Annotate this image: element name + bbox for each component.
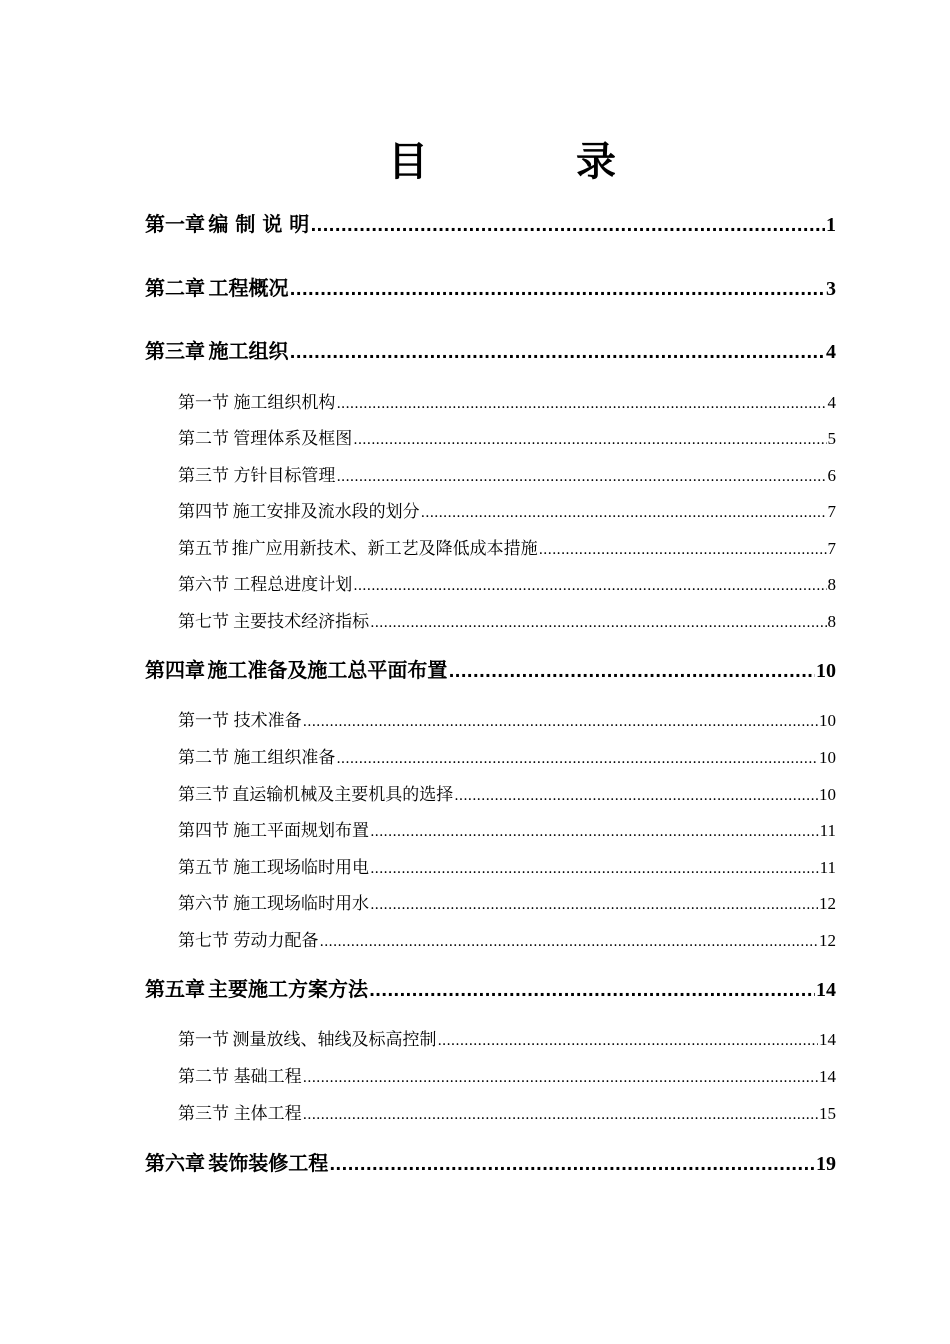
dot-leader: [303, 1107, 818, 1123]
entry-number: 第四章: [145, 658, 205, 682]
dot-leader: [320, 934, 818, 950]
entry-title: 施工组织准备: [233, 748, 336, 768]
entry-number: 第六节: [178, 575, 229, 595]
entry-number: 第三章: [145, 339, 205, 363]
toc-chapter-entry[interactable]: [145, 208, 836, 237]
entry-number: 第二节: [178, 1067, 229, 1087]
toc-section-entry[interactable]: [178, 424, 836, 449]
entry-page-number: 14: [816, 979, 836, 1001]
entry-title: 施工平面规划布置: [233, 821, 370, 841]
entry-page-number: 15: [819, 1104, 836, 1123]
dot-leader: [353, 432, 826, 448]
entry-number: 第六节: [178, 894, 229, 914]
dot-leader: [303, 1070, 818, 1086]
dot-leader: [539, 542, 827, 558]
entry-number: 第七节: [178, 931, 229, 951]
toc-section-entry[interactable]: [178, 534, 836, 559]
dot-leader: [370, 861, 819, 877]
entry-page-number: 1: [826, 214, 836, 236]
entry-number: 第一节: [178, 711, 229, 731]
dot-leader: [370, 615, 826, 631]
toc-section-entry[interactable]: [178, 1025, 836, 1050]
toc-chapter-entry[interactable]: [145, 335, 836, 364]
entry-title: 技术准备: [233, 711, 302, 731]
dot-leader: [310, 216, 825, 235]
entry-number: 第二节: [178, 429, 229, 449]
entry-title: 主要施工方案方法: [207, 977, 368, 1001]
entry-title: 劳动力配备: [233, 931, 319, 951]
entry-page-number: 7: [827, 502, 836, 521]
entry-number: 第七节: [178, 612, 229, 632]
entry-number: 第六章: [145, 1151, 205, 1175]
entry-page-number: 12: [819, 894, 836, 913]
entry-page-number: 8: [827, 612, 836, 631]
entry-number: 第五节: [178, 539, 229, 559]
dot-leader: [290, 343, 825, 362]
entry-title: 测量放线、轴线及标高控制: [232, 1030, 437, 1050]
entry-title: 主要技术经济指标: [233, 612, 370, 632]
dot-leader: [336, 469, 826, 485]
entry-page-number: 10: [819, 711, 836, 730]
entry-page-number: 8: [827, 575, 836, 594]
entry-page-number: 4: [827, 393, 836, 412]
entry-title: 工程概况: [208, 276, 289, 300]
toc-chapter-entry[interactable]: [145, 272, 836, 301]
entry-page-number: 5: [827, 429, 836, 448]
entry-title: 装饰装修工程: [208, 1151, 329, 1175]
entry-number: 第四节: [178, 502, 229, 522]
toc-chapter-entry[interactable]: [145, 1147, 836, 1176]
dot-leader: [336, 396, 826, 412]
entry-number: 第二章: [145, 276, 205, 300]
entry-page-number: 11: [819, 858, 836, 877]
entry-page-number: 14: [819, 1030, 836, 1049]
dot-leader: [454, 788, 818, 804]
entry-number: 第三节: [178, 466, 229, 486]
toc-section-entry[interactable]: [178, 780, 836, 805]
entry-page-number: 4: [826, 341, 836, 363]
entry-page-number: 3: [826, 278, 836, 300]
entry-page-number: 14: [819, 1067, 836, 1086]
dot-leader: [290, 280, 825, 299]
entry-number: 第二节: [178, 748, 229, 768]
page-title: 目 录: [388, 139, 670, 185]
toc-section-entry[interactable]: [178, 1062, 836, 1087]
entry-page-number: 11: [819, 821, 836, 840]
entry-title: 方针目标管理: [233, 466, 336, 486]
entry-page-number: 6: [827, 466, 836, 485]
entry-number: 第四节: [178, 821, 229, 841]
entry-number: 第一节: [178, 1030, 229, 1050]
toc-chapter-entry[interactable]: [145, 654, 836, 683]
entry-number: 第三节: [178, 785, 229, 805]
toc-section-entry[interactable]: [178, 1099, 836, 1124]
entry-number: 第一节: [178, 393, 229, 413]
entry-number: 第五章: [145, 977, 205, 1001]
dot-leader: [329, 1155, 815, 1174]
entry-title: 施工组织机构: [233, 393, 336, 413]
toc-section-entry[interactable]: [178, 743, 836, 768]
dot-leader: [303, 714, 818, 730]
toc-section-entry[interactable]: [178, 889, 836, 914]
entry-title: 施工安排及流水段的划分: [232, 502, 420, 522]
entry-title: 施工组织: [208, 339, 289, 363]
toc-section-entry[interactable]: [178, 388, 836, 413]
toc-section-entry[interactable]: [178, 497, 836, 522]
entry-page-number: 10: [816, 660, 836, 682]
dot-leader: [369, 981, 815, 1000]
dot-leader: [448, 662, 815, 681]
entry-title: 施工现场临时用电: [233, 858, 370, 878]
toc-section-entry[interactable]: [178, 461, 836, 486]
dot-leader: [370, 824, 819, 840]
entry-number: 第三节: [178, 1104, 229, 1124]
toc-section-entry[interactable]: [178, 853, 836, 878]
toc-section-entry[interactable]: [178, 926, 836, 951]
toc-section-entry[interactable]: [178, 706, 836, 731]
dot-leader: [370, 897, 818, 913]
dot-leader: [421, 505, 827, 521]
entry-page-number: 10: [819, 785, 836, 804]
entry-number: 第五节: [178, 858, 229, 878]
entry-title: 推广应用新技术、新工艺及降低成本措施: [231, 539, 538, 559]
dot-leader: [437, 1033, 818, 1049]
toc-section-entry[interactable]: [178, 607, 836, 632]
toc-section-entry[interactable]: [178, 570, 836, 595]
entry-title: 工程总进度计划: [233, 575, 353, 595]
entry-page-number: 19: [816, 1153, 836, 1175]
entry-page-number: 10: [819, 748, 836, 767]
dot-leader: [336, 751, 818, 767]
entry-title: 施工现场临时用水: [233, 894, 370, 914]
entry-number: 第一章: [145, 212, 205, 236]
entry-title: 直运输机械及主要机具的选择: [232, 785, 454, 805]
toc-chapter-entry[interactable]: [145, 973, 836, 1002]
entry-title: 施工准备及施工总平面布置: [207, 658, 448, 682]
entry-title: 主体工程: [233, 1104, 302, 1124]
dot-leader: [353, 578, 826, 594]
entry-title: 基础工程: [233, 1067, 302, 1087]
entry-title: 管理体系及框图: [233, 429, 353, 449]
entry-page-number: 12: [819, 931, 836, 950]
entry-page-number: 7: [827, 539, 836, 558]
entry-title: 编 制 说 明: [208, 212, 310, 236]
toc-section-entry[interactable]: [178, 816, 836, 841]
